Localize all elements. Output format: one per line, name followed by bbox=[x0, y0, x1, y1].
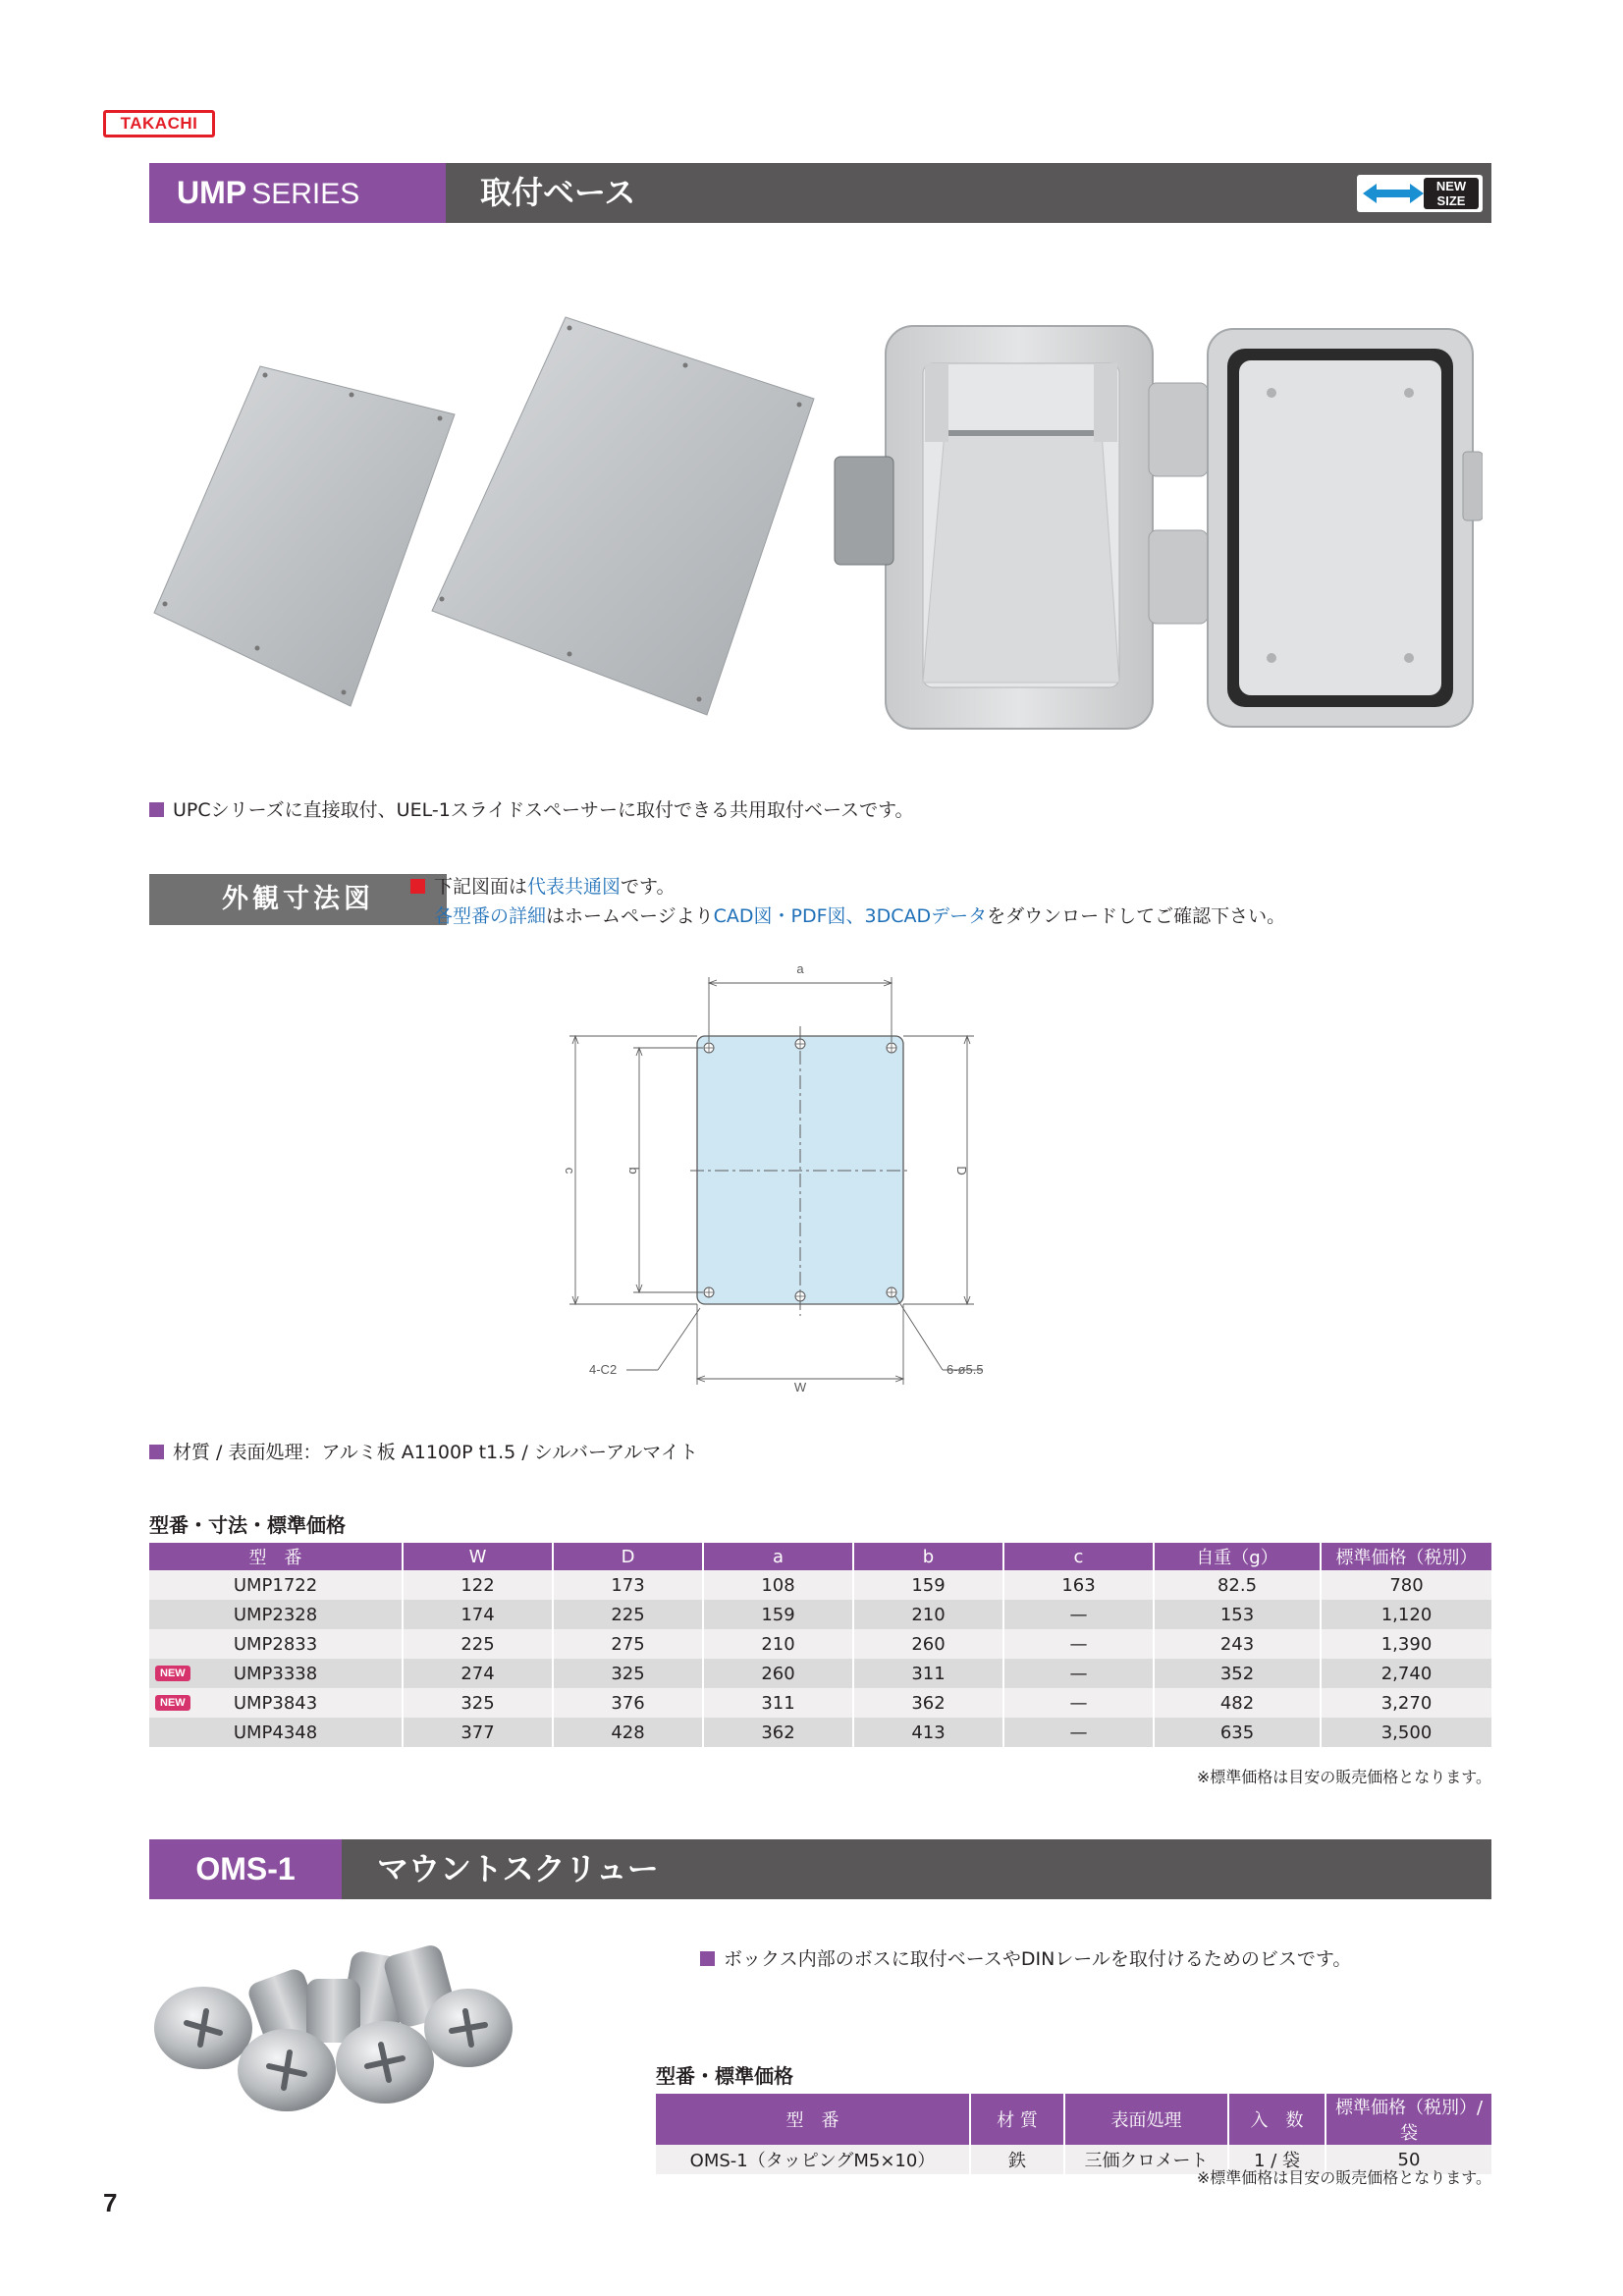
dim-label-b: b bbox=[626, 1167, 641, 1175]
bullet-square-icon bbox=[700, 1951, 715, 1966]
series-name: UMP bbox=[177, 175, 247, 210]
oms-title: マウントスクリュー bbox=[377, 1850, 659, 1887]
large-base-plate bbox=[432, 317, 814, 715]
dim-label-D: D bbox=[954, 1166, 969, 1175]
cell-weight: 482 bbox=[1154, 1688, 1321, 1718]
oms-col-header-material: 材 質 bbox=[970, 2094, 1064, 2145]
cell-b: 159 bbox=[853, 1570, 1003, 1600]
bullet-red-square-icon bbox=[410, 879, 425, 894]
model-number: UMP2833 bbox=[233, 1633, 318, 1655]
oms-cell-model: OMS-1（タッピングM5×10） bbox=[656, 2145, 970, 2174]
cell-d: 275 bbox=[553, 1629, 703, 1659]
model-number: UMP1722 bbox=[233, 1574, 318, 1596]
cell-price: 2,740 bbox=[1321, 1659, 1491, 1688]
note2-highlight2: CAD図・PDF図、3DCADデータ bbox=[713, 905, 988, 927]
cell-model bbox=[149, 1718, 403, 1747]
drawing-section-heading: 外観寸法図 bbox=[149, 874, 447, 925]
intro-text bbox=[149, 795, 914, 822]
new-size-badge bbox=[1357, 175, 1483, 212]
col-header-b: b bbox=[853, 1543, 1003, 1570]
oms-cell-price: 50 bbox=[1325, 2145, 1491, 2174]
cell-model bbox=[149, 1688, 403, 1718]
cell-model bbox=[149, 1629, 403, 1659]
model-number: UMP3338 bbox=[233, 1663, 318, 1684]
oms-cell-material: 鉄 bbox=[970, 2145, 1064, 2174]
oms-col-header-finish: 表面処理 bbox=[1064, 2094, 1228, 2145]
dim-label-a: a bbox=[796, 961, 804, 976]
new-badge: NEW bbox=[155, 1666, 190, 1681]
cell-w: 325 bbox=[403, 1688, 553, 1718]
series-tag bbox=[149, 163, 446, 223]
note1-highlight: 代表共通図 bbox=[527, 876, 622, 898]
cell-d: 325 bbox=[553, 1659, 703, 1688]
cell-c: — bbox=[1003, 1600, 1154, 1629]
badge-size-text: SIZE bbox=[1436, 193, 1466, 208]
small-base-plate bbox=[154, 366, 455, 706]
note1-part3: です。 bbox=[621, 876, 676, 898]
page-title: 取付ベース bbox=[480, 174, 636, 211]
cell-model bbox=[149, 1570, 403, 1600]
material-text bbox=[149, 1438, 698, 1464]
page-number: 7 bbox=[103, 2188, 118, 2217]
cell-d: 428 bbox=[553, 1718, 703, 1747]
cell-d: 376 bbox=[553, 1688, 703, 1718]
material-text-body: 材質 / 表面処理：アルミ板 A1100P t1.5 / シルバーアルマイト bbox=[173, 1442, 698, 1463]
col-header-weight: 自重（g） bbox=[1154, 1543, 1321, 1570]
table-row bbox=[149, 1718, 1491, 1747]
cell-weight: 352 bbox=[1154, 1659, 1321, 1688]
new-badge: NEW bbox=[155, 1695, 190, 1711]
oms-description-body: ボックス内部のボスに取付ベースやDINレールを取付けるためのビスです。 bbox=[724, 1948, 1352, 1970]
product-photo bbox=[147, 304, 1483, 756]
cell-a: 108 bbox=[703, 1570, 853, 1600]
oms-header-bar bbox=[149, 1839, 1491, 1899]
col-header-d: D bbox=[553, 1543, 703, 1570]
cell-a: 260 bbox=[703, 1659, 853, 1688]
cell-price: 3,270 bbox=[1321, 1688, 1491, 1718]
drawing-note-line1 bbox=[410, 872, 676, 899]
cell-d: 225 bbox=[553, 1600, 703, 1629]
cell-b: 210 bbox=[853, 1600, 1003, 1629]
cell-d: 173 bbox=[553, 1570, 703, 1600]
dim-label-W: W bbox=[793, 1380, 807, 1394]
col-header-price: 標準価格（税別） bbox=[1321, 1543, 1491, 1570]
cell-price: 1,390 bbox=[1321, 1629, 1491, 1659]
oms-col-header-qty: 入 数 bbox=[1228, 2094, 1325, 2145]
ump-table-header-row bbox=[149, 1543, 1491, 1570]
cell-weight: 635 bbox=[1154, 1718, 1321, 1747]
cell-price: 3,500 bbox=[1321, 1718, 1491, 1747]
screws-photo bbox=[149, 1925, 522, 2141]
dim-label-corner: 4-C2 bbox=[589, 1362, 618, 1377]
cell-a: 311 bbox=[703, 1688, 853, 1718]
oms-description bbox=[700, 1944, 1351, 1971]
cell-model bbox=[149, 1600, 403, 1629]
table-row bbox=[149, 1688, 1491, 1718]
cell-weight: 243 bbox=[1154, 1629, 1321, 1659]
ump-table-body bbox=[149, 1570, 1491, 1747]
cell-a: 159 bbox=[703, 1600, 853, 1629]
cell-a: 210 bbox=[703, 1629, 853, 1659]
cell-a: 362 bbox=[703, 1718, 853, 1747]
note1-part1: 下記図面は bbox=[434, 876, 528, 898]
oms-cell-finish: 三価クロメート bbox=[1064, 2145, 1228, 2174]
col-header-a: a bbox=[703, 1543, 853, 1570]
cell-w: 225 bbox=[403, 1629, 553, 1659]
double-arrow-icon bbox=[1363, 182, 1424, 205]
cell-c: — bbox=[1003, 1659, 1154, 1688]
bullet-square-icon bbox=[149, 1445, 164, 1459]
takachi-logo: TAKACHI bbox=[103, 110, 215, 137]
cell-c: 163 bbox=[1003, 1570, 1154, 1600]
oms-tag bbox=[149, 1839, 342, 1899]
cell-c: — bbox=[1003, 1688, 1154, 1718]
note2-part4: をダウンロードしてご確認下さい。 bbox=[987, 905, 1286, 927]
cell-weight: 153 bbox=[1154, 1600, 1321, 1629]
series-label: SERIES bbox=[251, 178, 360, 210]
col-header-w: W bbox=[403, 1543, 553, 1570]
oms-cell-qty: 1 / 袋 bbox=[1228, 2145, 1325, 2174]
table-row bbox=[149, 1570, 1491, 1600]
badge-new-text: NEW bbox=[1435, 179, 1467, 193]
model-number: UMP4348 bbox=[233, 1722, 318, 1743]
oms-spec-table bbox=[656, 2094, 1491, 2174]
cell-c: — bbox=[1003, 1629, 1154, 1659]
col-header-model: 型 番 bbox=[149, 1543, 403, 1570]
intro-text-body: UPCシリーズに直接取付、UEL-1スライドスペーサーに取付できる共用取付ベースです。 bbox=[173, 799, 914, 821]
cell-price: 1,120 bbox=[1321, 1600, 1491, 1629]
cell-w: 122 bbox=[403, 1570, 553, 1600]
oms-table-header-row bbox=[656, 2094, 1491, 2145]
table-row bbox=[149, 1629, 1491, 1659]
cell-model bbox=[149, 1659, 403, 1688]
cell-b: 413 bbox=[853, 1718, 1003, 1747]
note2-part2: はホームページより bbox=[546, 905, 714, 927]
model-number: UMP3843 bbox=[233, 1692, 318, 1714]
bullet-square-icon bbox=[149, 802, 164, 817]
dimension-drawing bbox=[550, 957, 1021, 1399]
col-header-c: c bbox=[1003, 1543, 1154, 1570]
cell-c: — bbox=[1003, 1718, 1154, 1747]
open-enclosure bbox=[835, 326, 1483, 729]
ump-header-bar bbox=[149, 163, 1491, 223]
cell-price: 780 bbox=[1321, 1570, 1491, 1600]
table-row bbox=[149, 1600, 1491, 1629]
model-number: UMP2328 bbox=[233, 1604, 318, 1625]
cell-w: 174 bbox=[403, 1600, 553, 1629]
table-row bbox=[149, 1659, 1491, 1688]
dim-label-hole: 6-ø5.5 bbox=[947, 1362, 984, 1377]
cell-b: 311 bbox=[853, 1659, 1003, 1688]
cell-weight: 82.5 bbox=[1154, 1570, 1321, 1600]
ump-table-title: 型番・寸法・標準価格 bbox=[149, 1513, 346, 1537]
oms-model-name: OMS-1 bbox=[195, 1851, 296, 1886]
oms-table-note: ※標準価格は目安の販売価格となります。 bbox=[1196, 2168, 1491, 2187]
cell-b: 362 bbox=[853, 1688, 1003, 1718]
cell-b: 260 bbox=[853, 1629, 1003, 1659]
note2-highlight1: 各型番の詳細 bbox=[434, 905, 547, 927]
oms-col-header-price: 標準価格（税別）/ 袋 bbox=[1325, 2094, 1491, 2145]
oms-table-title: 型番・標準価格 bbox=[656, 2064, 793, 2088]
drawing-note-line2 bbox=[434, 902, 1285, 928]
cell-w: 377 bbox=[403, 1718, 553, 1747]
dim-label-c: c bbox=[563, 1167, 577, 1175]
cell-w: 274 bbox=[403, 1659, 553, 1688]
ump-table-note: ※標準価格は目安の販売価格となります。 bbox=[1196, 1768, 1491, 1786]
oms-col-header-model: 型 番 bbox=[656, 2094, 970, 2145]
ump-spec-table bbox=[149, 1543, 1491, 1747]
